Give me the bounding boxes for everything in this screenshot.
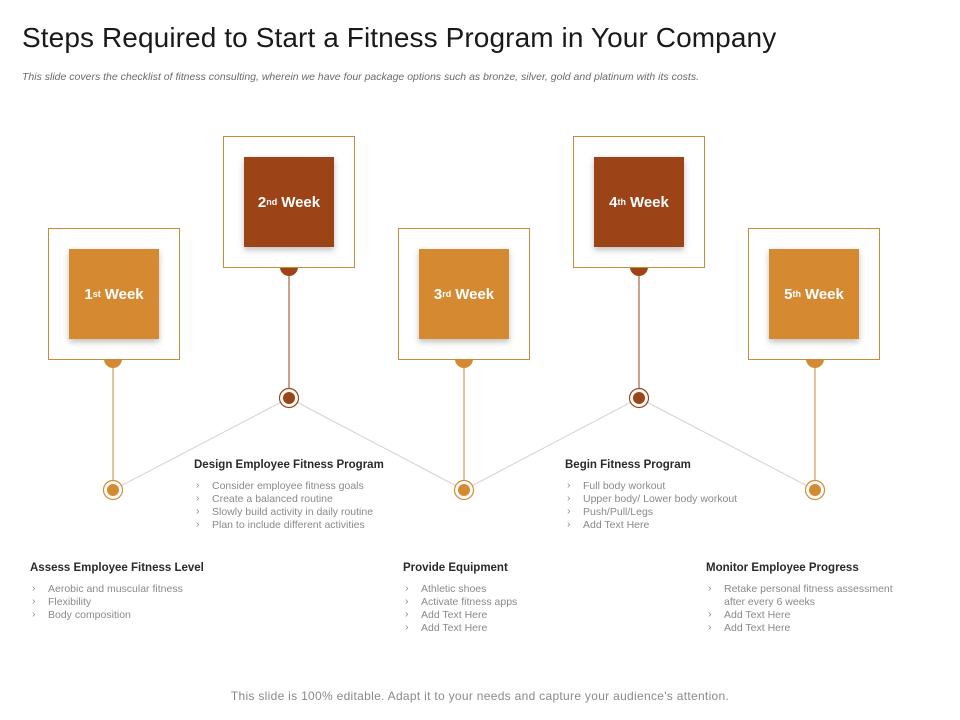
tab-week-3 xyxy=(455,359,473,368)
week-3-number: 3 xyxy=(433,285,443,303)
node-week-4 xyxy=(630,389,649,408)
step-4-heading: Begin Fitness Program xyxy=(565,459,691,471)
list-item: › Slowly build activity in daily routine xyxy=(194,506,414,519)
list-item: › Add Text Here xyxy=(403,622,603,635)
step-4-list xyxy=(565,480,785,532)
week-1-label: Week xyxy=(104,285,144,303)
list-item: › Consider employee fitness goals xyxy=(194,480,414,493)
step-1-heading: Assess Employee Fitness Level xyxy=(30,562,204,574)
page-title: Steps Required to Start a Fitness Program in Your Company xyxy=(22,22,777,53)
step-2-heading: Design Employee Fitness Program xyxy=(194,459,384,471)
week-3-card xyxy=(398,228,530,360)
week-5-number: 5 xyxy=(784,285,793,303)
week-4-box xyxy=(594,157,684,247)
tab-week-5 xyxy=(806,359,824,368)
week-4-label: Week xyxy=(629,193,669,211)
node-week-3 xyxy=(455,481,474,500)
list-item: › Flexibility xyxy=(30,596,230,609)
step-5-list xyxy=(706,583,911,635)
week-5-card xyxy=(748,228,880,360)
week-1-suffix: st xyxy=(92,289,101,299)
node-week-5 xyxy=(806,481,825,500)
week-4-card xyxy=(573,136,705,268)
step-1-block xyxy=(30,562,230,622)
list-item: › Push/Pull/Legs xyxy=(565,506,785,519)
list-item: › Activate fitness apps xyxy=(403,596,603,609)
step-4-block xyxy=(565,459,785,532)
week-2-suffix: nd xyxy=(266,197,278,207)
list-item: › Retake personal fitness assessment after every 6 weeks xyxy=(706,583,911,609)
tab-week-1 xyxy=(104,359,122,368)
footer-note: This slide is 100% editable. Adapt it to your needs and capture your audience's attention. xyxy=(230,689,730,703)
week-2-box xyxy=(244,157,334,247)
week-3-box xyxy=(419,249,509,339)
week-4-suffix: th xyxy=(617,197,626,207)
week-5-suffix: th xyxy=(792,289,801,299)
step-2-block xyxy=(194,459,414,532)
list-item: › Add Text Here xyxy=(565,519,785,532)
week-2-card xyxy=(223,136,355,268)
list-item: › Create a balanced routine xyxy=(194,493,414,506)
step-5-block xyxy=(706,562,911,635)
week-3-suffix: rd xyxy=(442,289,452,299)
tab-week-4 xyxy=(630,267,648,276)
step-3-heading: Provide Equipment xyxy=(403,562,508,574)
list-item: › Full body workout xyxy=(565,480,785,493)
step-1-list xyxy=(30,583,230,622)
step-2-list xyxy=(194,480,414,532)
week-5-box xyxy=(769,249,859,339)
step-5-heading: Monitor Employee Progress xyxy=(706,562,859,574)
list-item: › Upper body/ Lower body workout xyxy=(565,493,785,506)
list-item: › Body composition xyxy=(30,609,230,622)
list-item: › Athletic shoes xyxy=(403,583,603,596)
step-3-list xyxy=(403,583,603,635)
page-subtitle: This slide covers the checklist of fitness consulting, wherein we have four package options such as bronze, silver, gold and platinum with its costs. xyxy=(22,71,700,83)
week-1-card xyxy=(48,228,180,360)
list-item: › Aerobic and muscular fitness xyxy=(30,583,230,596)
list-item: › Add Text Here xyxy=(403,609,603,622)
week-2-label: Week xyxy=(281,193,321,211)
week-4-number: 4 xyxy=(609,193,618,211)
node-week-2 xyxy=(280,389,299,408)
week-1-number: 1 xyxy=(84,285,93,303)
week-3-label: Week xyxy=(455,285,495,303)
list-item: › Add Text Here xyxy=(706,609,911,622)
list-item: › Plan to include different activities xyxy=(194,519,414,532)
week-5-label: Week xyxy=(804,285,844,303)
week-1-box xyxy=(69,249,159,339)
node-week-1 xyxy=(104,481,123,500)
step-3-block xyxy=(403,562,603,635)
tab-week-2 xyxy=(280,267,298,276)
week-2-number: 2 xyxy=(257,193,267,211)
list-item: › Add Text Here xyxy=(706,622,911,635)
